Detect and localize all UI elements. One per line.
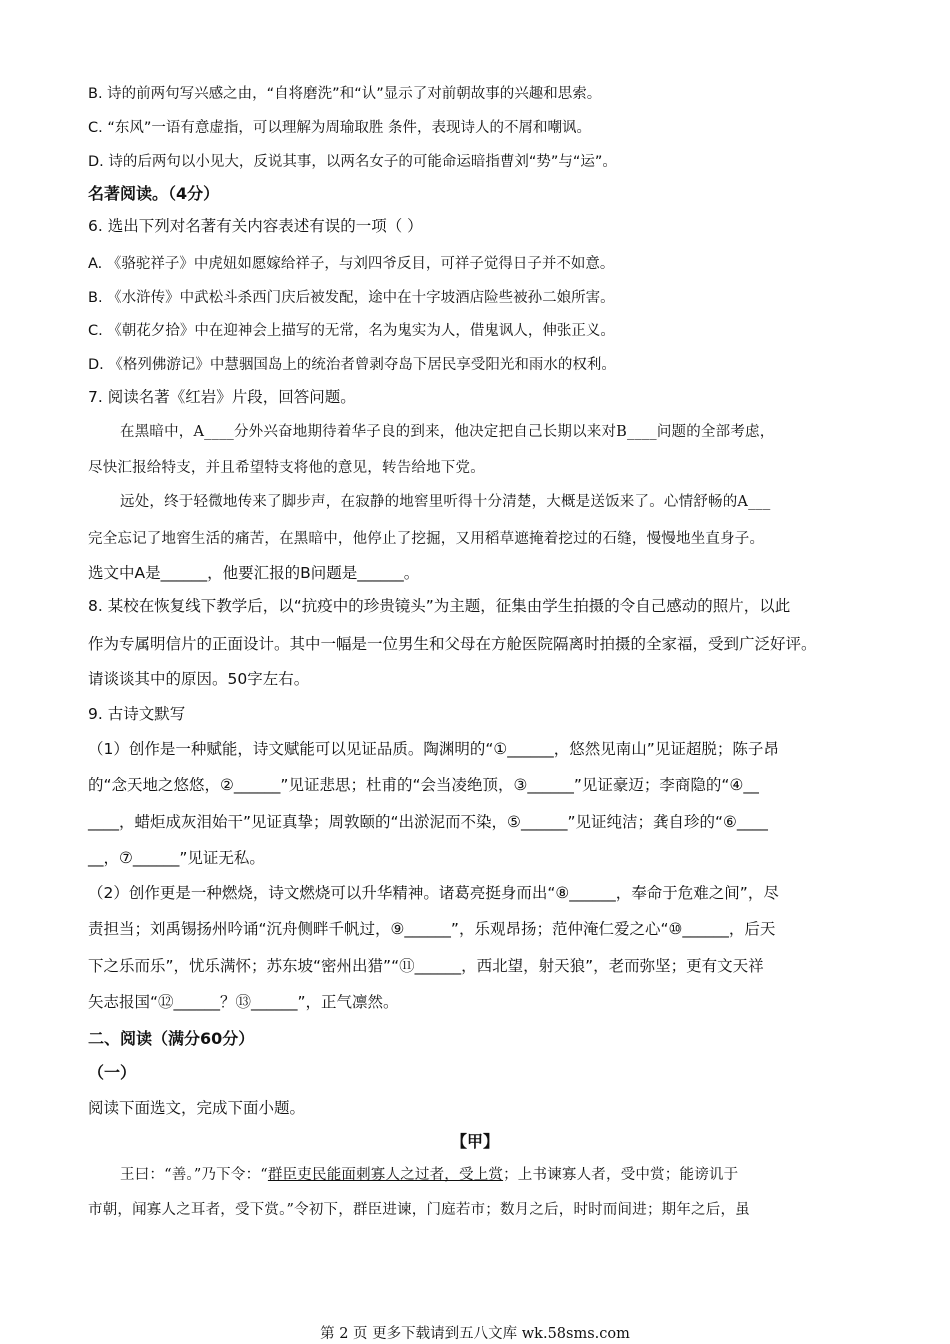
q9-line: （1）创作是一种赋能，诗文赋能可以见证品质。陶渊明的“①______，悠然见南山”见证超脱；陈子昂 bbox=[88, 740, 779, 758]
q6-option-b: B. 《水浒传》中武松斗杀西门庆后被发配，途中在十字坡酒店险些被孙二娘所害。 bbox=[88, 290, 615, 306]
q9-line: 矢志报国“⑫______？⑬______”，正气凛然。 bbox=[88, 993, 399, 1011]
jia-passage-line: 市朝，闻寡人之耳者，受下赏。”令初下，群臣进谏，门庭若市；数月之后，时时而间进；期年之后，虽 bbox=[88, 1202, 750, 1218]
q9-line: （2）创作更是一种燃烧，诗文燃烧可以升华精神。诸葛亮挺身而出“⑧______，奉命于危难之间”，尽 bbox=[88, 884, 779, 902]
q7-stem: 7. 阅读名著《红岩》片段，回答问题。 bbox=[88, 388, 356, 406]
q9-line: __，⑦______”见证无私。 bbox=[88, 849, 265, 867]
q6-option-d: D. 《格列佛游记》中慧骃国岛上的统治者曾剥夺岛下居民享受阳光和雨水的权利。 bbox=[88, 357, 616, 373]
q7-answer-line: 选文中A是______，他要汇报的B问题是______。 bbox=[88, 564, 420, 582]
jia-title: 【甲】 bbox=[450, 1132, 499, 1151]
q5-option-c: C. “东风”一语有意虚指，可以理解为周瑜取胜 条件，表现诗人的不屑和嘲讽。 bbox=[88, 120, 591, 136]
q5-option-b: B. 诗的前两句写兴感之由，“自将磨洗”和“认”显示了对前朝故事的兴趣和思索。 bbox=[88, 86, 602, 102]
q7-passage-line: 在黑暗中，A____分外兴奋地期待着华子良的到来，他决定把自己长期以来对B____问题的全部考虑， bbox=[120, 424, 775, 440]
jia-text: ；上书谏寡人者，受中赏；能谤讥于 bbox=[503, 1167, 739, 1183]
q6-option-a: A. 《骆驼祥子》中虎妞如愿嫁给祥子，与刘四爷反目，可祥子觉得日子并不如意。 bbox=[88, 256, 615, 272]
jia-text: 王曰：“善。”乃下令：“ bbox=[120, 1167, 268, 1183]
page-footer: 第 2 页 更多下载请到五八文库 wk.58sms.com bbox=[320, 1326, 630, 1342]
reading-instruction: 阅读下面选文，完成下面小题。 bbox=[88, 1099, 306, 1117]
q9-stem: 9. 古诗文默写 bbox=[88, 705, 186, 723]
q8-line: 8. 某校在恢复线下教学后，以“抗疫中的珍贵镜头”为主题，征集由学生拍摄的令自己感动的照片，以此 bbox=[88, 597, 791, 615]
q9-line: 下之乐而乐”，忧乐满怀；苏东坡“密州出猎”“⑪______，西北望，射天狼”，老而弥坚；更有文天祥 bbox=[88, 957, 764, 975]
q6-option-c: C. 《朝花夕拾》中在迎神会上描写的无常，名为鬼实为人，借鬼讽人，伸张正义。 bbox=[88, 323, 615, 339]
part-one-heading: （一） bbox=[88, 1063, 137, 1082]
q7-passage-line: 远处，终于轻微地传来了脚步声，在寂静的地窖里听得十分清楚，大概是送饭来了。心情舒畅的A___ bbox=[120, 494, 771, 510]
q8-line: 作为专属明信片的正面设计。其中一幅是一位男生和父母在方舱医院隔离时拍摄的全家福，受到广泛好评。 bbox=[88, 635, 817, 653]
q6-stem: 6. 选出下列对名著有关内容表述有误的一项（ ） bbox=[88, 217, 423, 235]
q8-line: 请谈谈其中的原因。50字左右。 bbox=[88, 670, 310, 688]
q9-line: 的“念天地之悠悠，②______”见证悲思；杜甫的“会当凌绝顶，③______”见证豪迈；李商隐的“④__ bbox=[88, 776, 759, 794]
q7-passage-line: 尽快汇报给特支，并且希望特支将他的意见，转告给地下党。 bbox=[88, 460, 485, 476]
section-reading-heading: 二、阅读（满分60分） bbox=[88, 1029, 255, 1048]
q5-option-d: D. 诗的后两句以小见大，反说其事，以两名女子的可能命运暗指曹刘“势”与“运”。 bbox=[88, 154, 617, 170]
jia-underlined-text: 群臣吏民能面刺寡人之过者，受上赏 bbox=[267, 1167, 504, 1183]
section-classics-heading: 名著阅读。（4分） bbox=[88, 184, 220, 203]
q9-line: 责担当；刘禹锡扬州吟诵“沉舟侧畔千帆过，⑨______”，乐观昂扬；范仲淹仁爱之心“⑩______，后天 bbox=[88, 920, 776, 938]
q7-passage-line: 完全忘记了地窖生活的痛苦，在黑暗中，他停止了挖掘，又用稻草遮掩着挖过的石缝，慢慢地坐直身子。 bbox=[88, 531, 765, 547]
q9-line: ____，蜡炬成灰泪始干”见证真挚；周敦颐的“出淤泥而不染，⑤______”见证纯洁；龚自珍的“⑥____ bbox=[88, 813, 768, 831]
jia-passage-line bbox=[120, 1163, 890, 1184]
